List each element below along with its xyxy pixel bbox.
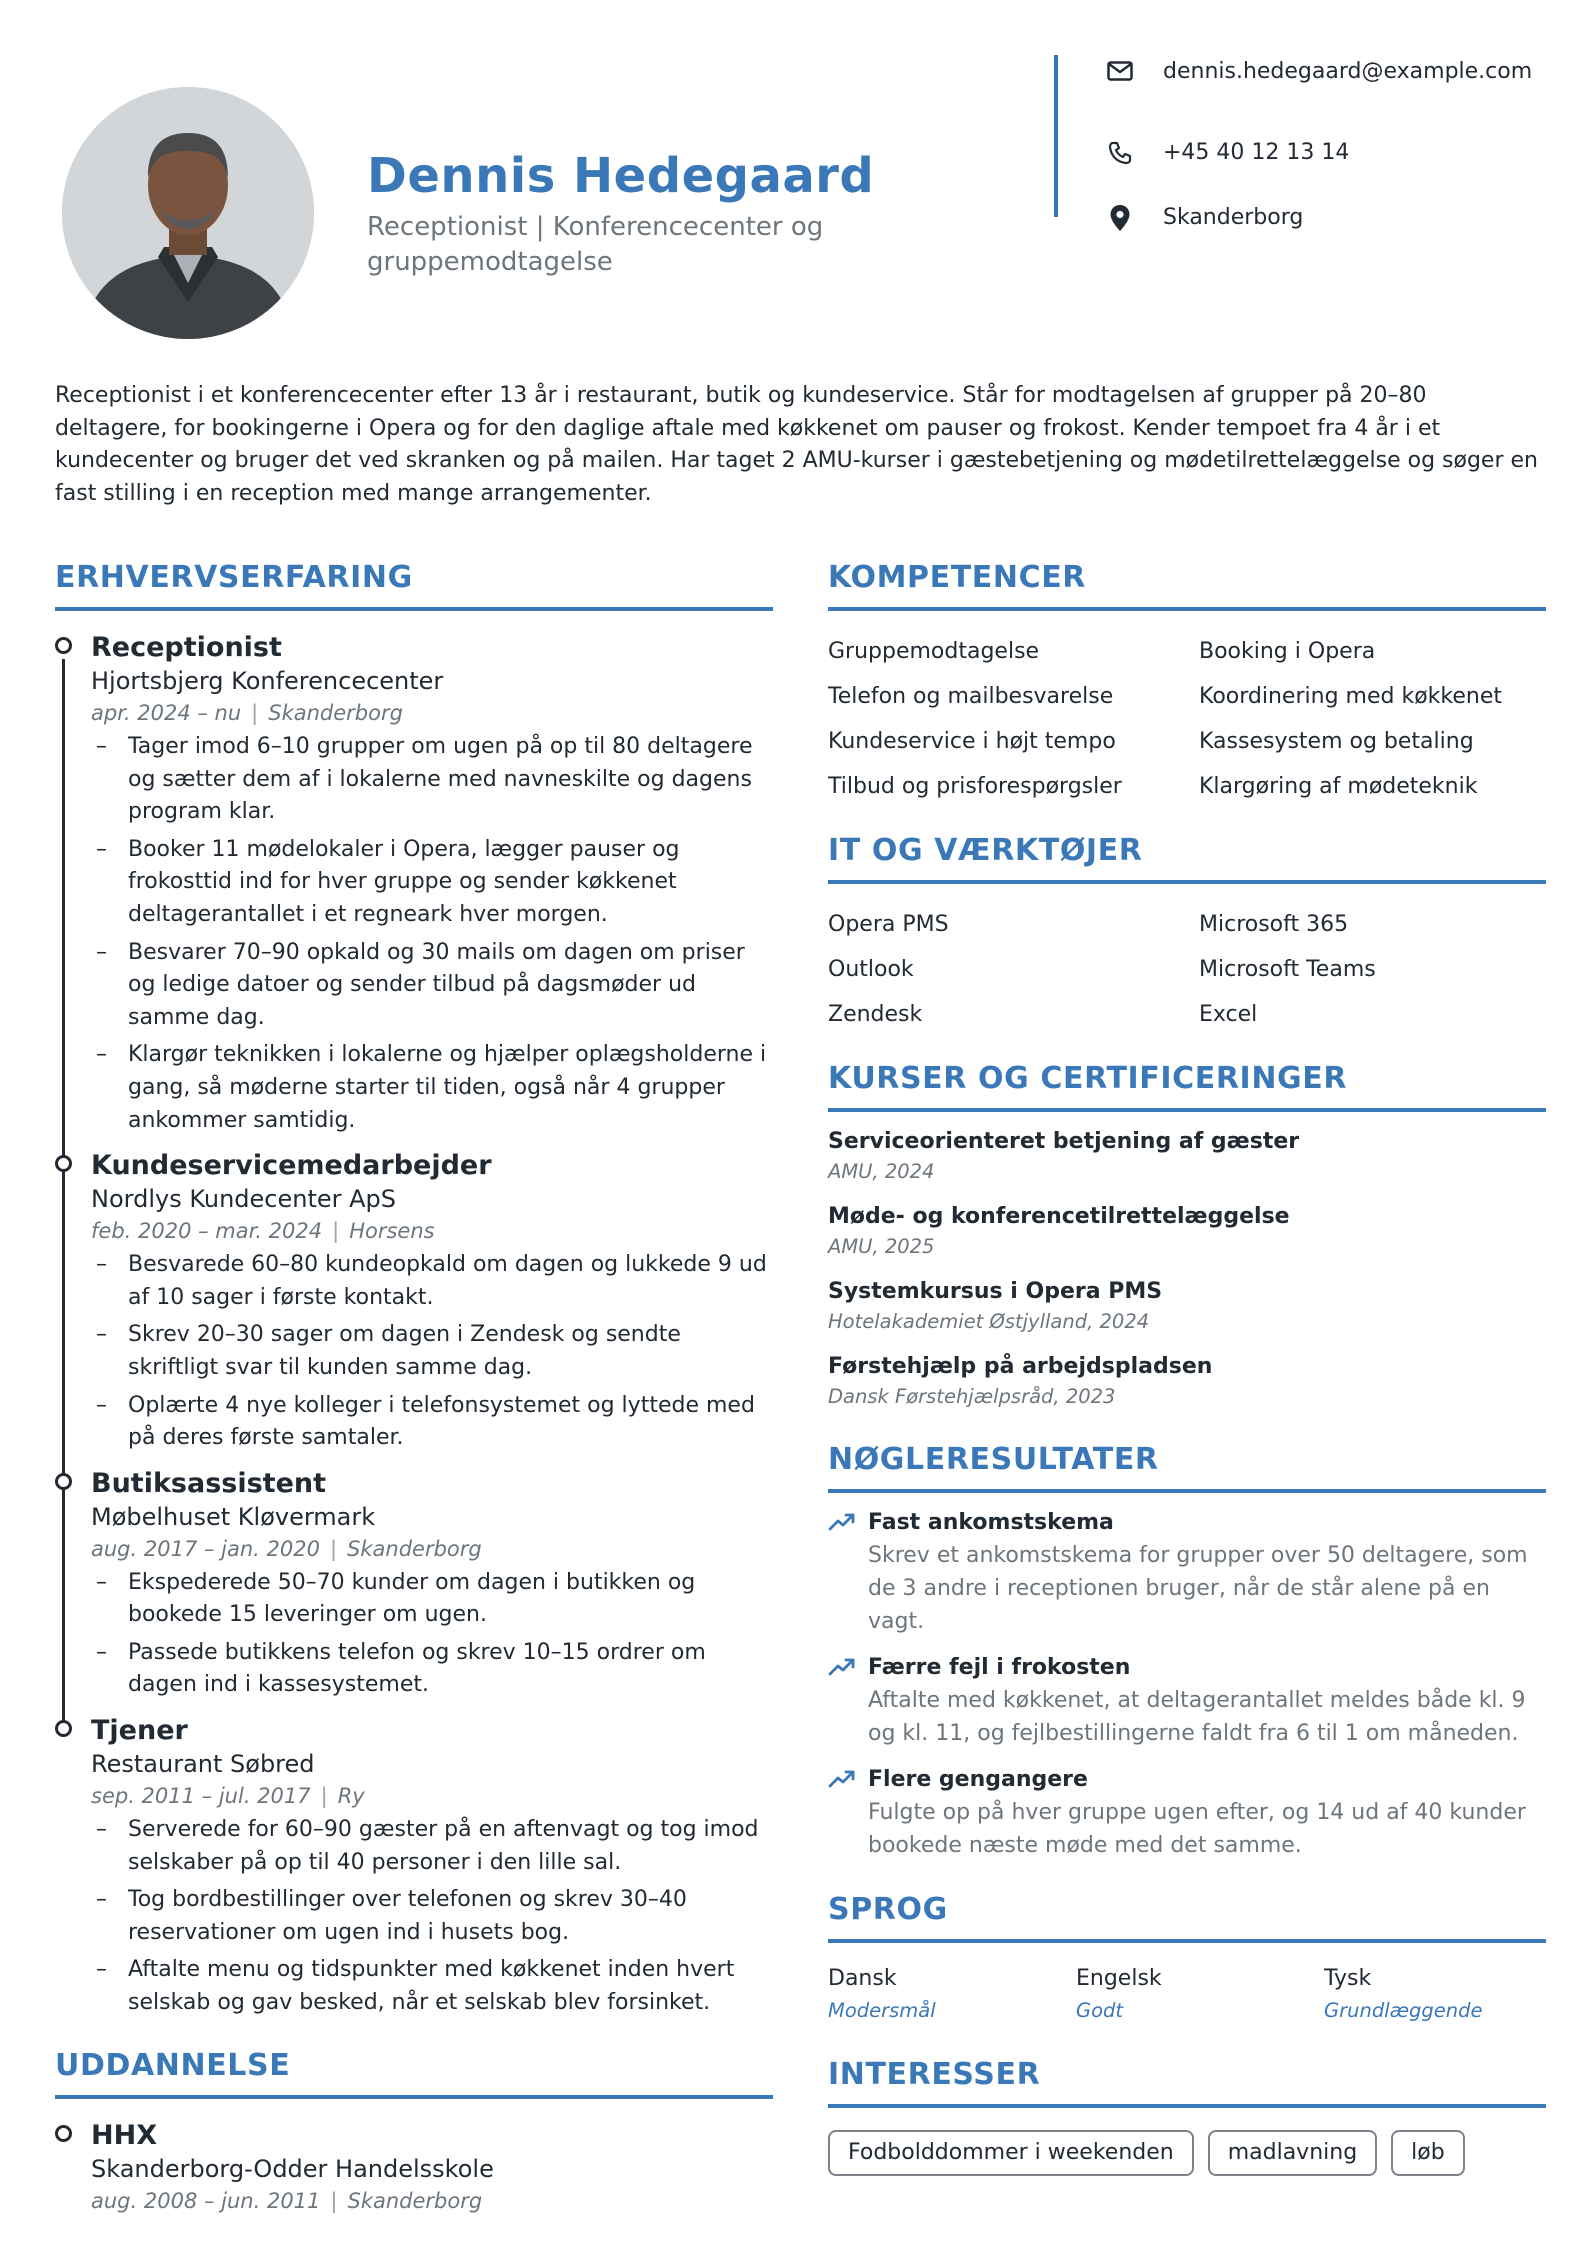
language-level: Modersmål <box>828 1999 936 2022</box>
competence-item: Tilbud og prisforespørgsler <box>828 774 1122 799</box>
course-provider: Dansk Førstehjælpsråd, 2023 <box>828 1385 1116 1408</box>
email-text: dennis.hedegaard@example.com <box>1163 58 1533 84</box>
course-item <box>828 1127 1546 1187</box>
course-item <box>828 1202 1546 1262</box>
left-column <box>55 560 773 2217</box>
education-title: HHX <box>91 2119 158 2151</box>
timeline-dot <box>55 2125 72 2142</box>
job-title: Kundeservicemedarbejder <box>91 1150 492 1182</box>
competence-item: Kassesystem og betaling <box>1199 729 1474 754</box>
it-item: Outlook <box>828 957 914 982</box>
job-title: Receptionist <box>91 632 282 663</box>
language-item <box>1076 1963 1324 2027</box>
education-school: Skanderborg-Odder Handelsskole <box>91 2154 494 2183</box>
education-location: Skanderborg <box>347 2188 483 2213</box>
course-name: Systemkursus i Opera PMS <box>828 1279 1163 1304</box>
job-company: Restaurant Søbred <box>91 1750 315 1779</box>
section-title-courses: KURSER OG CERTIFICERINGER <box>828 1061 1546 1112</box>
languages-grid <box>828 1963 1546 2027</box>
trending-up-icon <box>828 1768 856 1790</box>
job-company: Nordlys Kundecenter ApS <box>91 1185 397 1214</box>
job-title: Tjener <box>91 1715 188 1747</box>
education-dates: aug. 2008 – jun. 2011 <box>91 2188 321 2213</box>
candidate-role: Receptionist | Konferencecenter og gruppemodtagelse <box>367 212 824 277</box>
course-item <box>828 1277 1546 1337</box>
job-company: Hjortsbjerg Konferencecenter <box>91 667 444 695</box>
course-provider: Hotelakademiet Østjylland, 2024 <box>828 1310 1150 1333</box>
section-title-experience: ERHVERVSERFARING <box>55 560 773 611</box>
result-text: Skrev et ankomstskema for grupper over 50 deltagere, som de 3 andre i receptionen bruger, når de står alene på en vagt. <box>868 1543 1528 1634</box>
language-name: Tysk <box>1324 1966 1372 1991</box>
course-provider: AMU, 2025 <box>828 1235 935 1258</box>
contact-location <box>1105 185 1532 250</box>
it-item: Microsoft Teams <box>1199 957 1376 982</box>
result-item <box>828 1507 1546 1638</box>
it-grid <box>828 902 1546 1037</box>
result-item <box>828 1764 1546 1862</box>
result-item <box>828 1652 1546 1750</box>
trending-up-icon <box>828 1511 856 1533</box>
job-bullet: – Oplærte 4 nye kolleger i telefonsystemet og lyttede med på deres første samtaler. <box>91 1390 773 1455</box>
job-bullets <box>91 1567 773 1702</box>
interest-tag: løb <box>1391 2130 1465 2176</box>
course-item <box>828 1352 1546 1412</box>
interest-tag: madlavning <box>1208 2130 1377 2176</box>
job-bullet: – Tog bordbestillinger over telefonen og skrev 30–40 reservationer om ugen ind i husets bog. <box>91 1884 773 1949</box>
course-name: Møde- og konferencetilrettelæggelse <box>828 1204 1290 1229</box>
profile-photo <box>62 87 314 339</box>
competences-grid <box>828 629 1546 809</box>
job-bullet: – Tager imod 6–10 grupper om ugen på op til 80 deltagere og sætter dem af i lokalerne med navneskilte og dagens program klar. <box>91 731 773 829</box>
job-meta: aug. 2017 – jan. 2020 | Skanderborg <box>91 1536 482 1561</box>
section-title-it: IT OG VÆRKTØJER <box>828 833 1546 884</box>
job-entry <box>55 631 773 1137</box>
it-item: Opera PMS <box>828 912 949 937</box>
location-text: Skanderborg <box>1163 205 1304 230</box>
right-column <box>828 560 1546 2176</box>
timeline-dot <box>55 1473 72 1490</box>
job-entry <box>55 1149 773 1455</box>
job-bullet: – Passede butikkens telefon og skrev 10–15 ordrer om dagen ind i kassesystemet. <box>91 1637 773 1702</box>
location-pin-icon <box>1105 203 1135 233</box>
results-list <box>828 1507 1546 1862</box>
job-bullet: – Klargør teknikken i lokalerne og hjælper oplægsholderne i gang, så møderne starter til tiden, også når 4 grupper ankommer samtidig. <box>91 1039 773 1137</box>
courses-list <box>828 1127 1546 1412</box>
competence-item: Gruppemodtagelse <box>828 639 1040 664</box>
education-entry <box>55 2119 773 2217</box>
job-dates: sep. 2011 – jul. 2017 <box>91 1784 311 1809</box>
contact-block <box>1054 55 1533 230</box>
trending-up-icon <box>828 1656 856 1678</box>
section-title-competences: KOMPETENCER <box>828 560 1546 611</box>
job-location: Ry <box>337 1784 365 1809</box>
language-name: Engelsk <box>1076 1966 1162 1991</box>
result-title: Flere gengangere <box>868 1767 1088 1792</box>
competence-item: Koordinering med køkkenet <box>1199 684 1502 709</box>
job-dates: aug. 2017 – jan. 2020 <box>91 1536 320 1561</box>
language-level: Grundlæggende <box>1324 1999 1483 2022</box>
job-entry <box>55 1467 773 1702</box>
job-bullets <box>91 1249 773 1455</box>
contact-phone[interactable] <box>1105 120 1532 185</box>
job-meta: apr. 2024 – nu | Skanderborg <box>91 701 403 725</box>
profile-summary: Receptionist i et konferencecenter efter 13 år i restaurant, butik og kundeservice. Står for modtagelsen af grupper på 20–80 deltagere, for bookingerne i Opera og for den daglige aftale med køkkenet om pauser og frokost. Kender tempoet fra 4 år i et kundecenter og bruger det ved skranken og på mailen. Har taget 2 AMU-kurser i gæstebetjening og mødetilrettelæggelse og søger en fast stilling i en reception med mange arrangementer. <box>55 383 1538 506</box>
contact-email[interactable] <box>1105 55 1532 87</box>
competence-item: Klargøring af mødeteknik <box>1199 774 1478 799</box>
phone-text: +45 40 12 13 14 <box>1163 140 1350 165</box>
course-name: Førstehjælp på arbejdspladsen <box>828 1354 1213 1379</box>
phone-icon <box>1105 138 1135 168</box>
job-location: Skanderborg <box>347 1536 482 1561</box>
section-title-languages: SPROG <box>828 1892 1546 1943</box>
job-dates: apr. 2024 – nu <box>91 701 242 725</box>
result-title: Fast ankomstskema <box>868 1510 1114 1535</box>
interest-tags <box>828 2130 1546 2176</box>
result-title: Færre fejl i frokosten <box>868 1655 1131 1680</box>
candidate-name: Dennis Hedegaard <box>367 148 875 204</box>
job-bullet: – Serverede for 60–90 gæster på en aftenvagt og tog imod selskaber på op til 40 personer i den lille sal. <box>91 1814 773 1879</box>
job-bullet: – Besvarer 70–90 opkald og 30 mails om dagen om priser og ledige datoer og sender tilbud på dagsmøder ud samme dag. <box>91 937 773 1035</box>
job-entry <box>55 1714 773 2020</box>
job-meta: feb. 2020 – mar. 2024 | Horsens <box>91 1219 435 1244</box>
competence-item: Telefon og mailbesvarelse <box>828 684 1114 709</box>
portrait-image <box>62 87 314 339</box>
timeline-dot <box>55 1155 72 1172</box>
mail-icon <box>1105 56 1135 86</box>
language-level: Godt <box>1076 1999 1124 2022</box>
competence-item: Kundeservice i højt tempo <box>828 729 1116 754</box>
job-location: Skanderborg <box>268 701 403 725</box>
section-title-results: NØGLERESULTATER <box>828 1442 1546 1493</box>
job-bullet: – Aftalte menu og tidspunkter med køkkenet inden hvert selskab og gav besked, når et selskab blev forsinket. <box>91 1954 773 2019</box>
job-bullet: – Besvarede 60–80 kundeopkald om dagen og lukkede 9 ud af 10 sager i første kontakt. <box>91 1249 773 1314</box>
job-company: Møbelhuset Kløvermark <box>91 1502 376 1531</box>
experience-timeline <box>55 631 773 2020</box>
section-title-education: UDDANNELSE <box>55 2048 773 2099</box>
result-text: Aftalte med køkkenet, at deltagerantallet meldes både kl. 9 og kl. 11, og fejlbestillingerne faldt fra 6 til 1 om måneden. <box>868 1688 1526 1746</box>
job-bullet: – Skrev 20–30 sager om dagen i Zendesk og sendte skriftligt svar til kunden samme dag. <box>91 1319 773 1384</box>
language-item <box>1324 1963 1546 2027</box>
interest-tag: Fodbolddommer i weekenden <box>828 2130 1194 2176</box>
timeline-dot <box>55 1720 72 1737</box>
language-item <box>828 1963 1076 2027</box>
job-bullet: – Ekspederede 50–70 kunder om dagen i butikken og bookede 15 leveringer om ugen. <box>91 1567 773 1632</box>
language-name: Dansk <box>828 1966 897 1991</box>
it-item: Excel <box>1199 1002 1258 1027</box>
competence-item: Booking i Opera <box>1199 639 1376 664</box>
timeline-dot <box>55 637 72 654</box>
job-bullets <box>91 731 773 1137</box>
job-bullets <box>91 1814 773 2020</box>
it-item: Microsoft 365 <box>1199 912 1349 937</box>
job-location: Horsens <box>349 1219 435 1244</box>
job-meta: sep. 2011 – jul. 2017 | Ry <box>91 1784 365 1809</box>
education-meta: aug. 2008 – jun. 2011 | Skanderborg <box>91 2188 483 2213</box>
course-provider: AMU, 2024 <box>828 1160 935 1183</box>
result-text: Fulgte op på hver gruppe ugen efter, og 14 ud af 40 kunder bookede næste møde med det samme. <box>868 1800 1526 1858</box>
course-name: Serviceorienteret betjening af gæster <box>828 1129 1300 1154</box>
section-title-interests: INTERESSER <box>828 2057 1546 2108</box>
job-bullet: – Booker 11 mødelokaler i Opera, lægger pauser og frokosttid ind for hver gruppe og sender køkkenet deltagerantallet i et regneark hver morgen. <box>91 834 773 932</box>
it-item: Zendesk <box>828 1002 923 1027</box>
job-dates: feb. 2020 – mar. 2024 <box>91 1219 323 1244</box>
job-title: Butiksassistent <box>91 1467 327 1499</box>
